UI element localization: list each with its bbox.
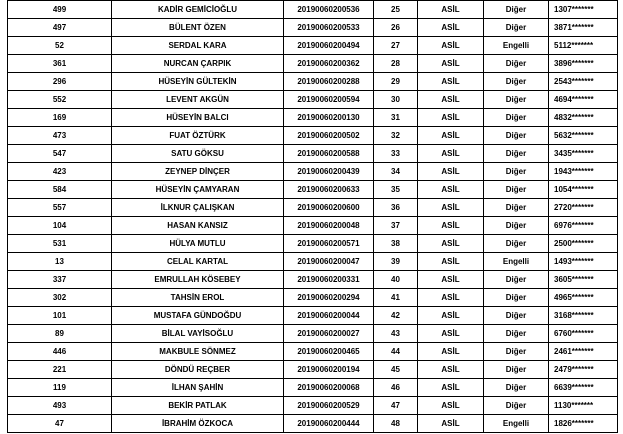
table-row (8, 145, 618, 163)
table-row (8, 91, 618, 109)
id-number-cell: 3605******* (549, 271, 618, 289)
table-row (8, 361, 618, 379)
order-number-cell: 119 (8, 379, 112, 397)
table-row (8, 127, 618, 145)
quota-type-cell: Diğer (484, 55, 549, 73)
id-number-cell: 1130******* (549, 397, 618, 415)
name-cell: BEKİR PATLAK (112, 397, 284, 415)
name-cell: İLHAN ŞAHİN (112, 379, 284, 397)
table-row (8, 325, 618, 343)
name-cell: MAKBULE SÖNMEZ (112, 343, 284, 361)
rank-cell: 33 (374, 145, 418, 163)
status-cell: ASİL (418, 19, 484, 37)
table-row (8, 235, 618, 253)
quota-type-cell: Diğer (484, 271, 549, 289)
order-number-cell: 104 (8, 217, 112, 235)
name-cell: HÜSEYİN ÇAMYARAN (112, 181, 284, 199)
name-cell: FUAT ÖZTÜRK (112, 127, 284, 145)
rank-cell: 38 (374, 235, 418, 253)
rank-cell: 35 (374, 181, 418, 199)
rank-cell: 45 (374, 361, 418, 379)
order-number-cell: 493 (8, 397, 112, 415)
application-number-cell: 20190060200362 (284, 55, 374, 73)
quota-type-cell: Diğer (484, 379, 549, 397)
status-cell: ASİL (418, 271, 484, 289)
table-row (8, 253, 618, 271)
order-number-cell: 473 (8, 127, 112, 145)
order-number-cell: 423 (8, 163, 112, 181)
application-number-cell: 20190060200502 (284, 127, 374, 145)
rank-cell: 43 (374, 325, 418, 343)
quota-type-cell: Diğer (484, 1, 549, 19)
quota-type-cell: Diğer (484, 163, 549, 181)
order-number-cell: 13 (8, 253, 112, 271)
id-number-cell: 1943******* (549, 163, 618, 181)
application-number-cell: 20190060200444 (284, 415, 374, 433)
rank-cell: 47 (374, 397, 418, 415)
order-number-cell: 446 (8, 343, 112, 361)
application-number-cell: 20190060200633 (284, 181, 374, 199)
id-number-cell: 6976******* (549, 217, 618, 235)
rank-cell: 30 (374, 91, 418, 109)
name-cell: SATU GÖKSU (112, 145, 284, 163)
status-cell: ASİL (418, 289, 484, 307)
id-number-cell: 5632******* (549, 127, 618, 145)
order-number-cell: 221 (8, 361, 112, 379)
table-row (8, 307, 618, 325)
rank-cell: 42 (374, 307, 418, 325)
table-row (8, 415, 618, 433)
application-number-cell: 20190060200048 (284, 217, 374, 235)
id-number-cell: 4965******* (549, 289, 618, 307)
order-number-cell: 552 (8, 91, 112, 109)
quota-type-cell: Diğer (484, 325, 549, 343)
id-number-cell: 1307******* (549, 1, 618, 19)
order-number-cell: 584 (8, 181, 112, 199)
quota-type-cell: Diğer (484, 73, 549, 91)
quota-type-cell: Diğer (484, 343, 549, 361)
name-cell: DÖNDÜ REÇBER (112, 361, 284, 379)
name-cell: EMRULLAH KÖSEBEY (112, 271, 284, 289)
name-cell: KADİR GEMİCİOĞLU (112, 1, 284, 19)
id-number-cell: 6639******* (549, 379, 618, 397)
id-number-cell: 4832******* (549, 109, 618, 127)
application-number-cell: 20190060200533 (284, 19, 374, 37)
id-number-cell: 3435******* (549, 145, 618, 163)
rank-cell: 41 (374, 289, 418, 307)
id-number-cell: 4694******* (549, 91, 618, 109)
application-number-cell: 20190060200044 (284, 307, 374, 325)
name-cell: HÜSEYİN GÜLTEKİN (112, 73, 284, 91)
table-row (8, 109, 618, 127)
table-row (8, 289, 618, 307)
order-number-cell: 302 (8, 289, 112, 307)
application-number-cell: 20190060200529 (284, 397, 374, 415)
quota-type-cell: Engelli (484, 253, 549, 271)
name-cell: CELAL KARTAL (112, 253, 284, 271)
table-row (8, 181, 618, 199)
name-cell: BİLAL VAYİSOĞLU (112, 325, 284, 343)
order-number-cell: 169 (8, 109, 112, 127)
rank-cell: 44 (374, 343, 418, 361)
rank-cell: 32 (374, 127, 418, 145)
table-row (8, 55, 618, 73)
quota-type-cell: Diğer (484, 127, 549, 145)
status-cell: ASİL (418, 181, 484, 199)
quota-type-cell: Engelli (484, 415, 549, 433)
quota-type-cell: Diğer (484, 91, 549, 109)
order-number-cell: 101 (8, 307, 112, 325)
name-cell: HÜSEYİN BALCI (112, 109, 284, 127)
application-number-cell: 20190060200588 (284, 145, 374, 163)
quota-type-cell: Diğer (484, 289, 549, 307)
rank-cell: 48 (374, 415, 418, 433)
quota-type-cell: Engelli (484, 37, 549, 55)
name-cell: İLKNUR ÇALIŞKAN (112, 199, 284, 217)
results-table (7, 0, 618, 433)
status-cell: ASİL (418, 91, 484, 109)
order-number-cell: 89 (8, 325, 112, 343)
application-number-cell: 20190060200494 (284, 37, 374, 55)
name-cell: HASAN KANSIZ (112, 217, 284, 235)
rank-cell: 36 (374, 199, 418, 217)
application-number-cell: 20190060200294 (284, 289, 374, 307)
application-number-cell: 20190060200571 (284, 235, 374, 253)
table-row (8, 217, 618, 235)
quota-type-cell: Diğer (484, 307, 549, 325)
id-number-cell: 1826******* (549, 415, 618, 433)
rank-cell: 46 (374, 379, 418, 397)
application-number-cell: 20190060200068 (284, 379, 374, 397)
order-number-cell: 337 (8, 271, 112, 289)
quota-type-cell: Diğer (484, 181, 549, 199)
status-cell: ASİL (418, 127, 484, 145)
application-number-cell: 20190060200288 (284, 73, 374, 91)
table-row (8, 397, 618, 415)
id-number-cell: 2500******* (549, 235, 618, 253)
status-cell: ASİL (418, 397, 484, 415)
order-number-cell: 296 (8, 73, 112, 91)
quota-type-cell: Diğer (484, 145, 549, 163)
status-cell: ASİL (418, 163, 484, 181)
table-row (8, 271, 618, 289)
order-number-cell: 497 (8, 19, 112, 37)
name-cell: LEVENT AKGÜN (112, 91, 284, 109)
status-cell: ASİL (418, 343, 484, 361)
quota-type-cell: Diğer (484, 397, 549, 415)
table-row (8, 73, 618, 91)
rank-cell: 25 (374, 1, 418, 19)
table-row (8, 379, 618, 397)
status-cell: ASİL (418, 325, 484, 343)
table-row (8, 19, 618, 37)
status-cell: ASİL (418, 235, 484, 253)
id-number-cell: 1054******* (549, 181, 618, 199)
application-number-cell: 20190060200536 (284, 1, 374, 19)
id-number-cell: 1493******* (549, 253, 618, 271)
quota-type-cell: Diğer (484, 199, 549, 217)
application-number-cell: 20190060200465 (284, 343, 374, 361)
id-number-cell: 2543******* (549, 73, 618, 91)
id-number-cell: 2461******* (549, 343, 618, 361)
status-cell: ASİL (418, 307, 484, 325)
rank-cell: 28 (374, 55, 418, 73)
order-number-cell: 361 (8, 55, 112, 73)
id-number-cell: 3896******* (549, 55, 618, 73)
status-cell: ASİL (418, 379, 484, 397)
table-row (8, 1, 618, 19)
rank-cell: 29 (374, 73, 418, 91)
quota-type-cell: Diğer (484, 235, 549, 253)
status-cell: ASİL (418, 73, 484, 91)
application-number-cell: 20190060200439 (284, 163, 374, 181)
table-row (8, 37, 618, 55)
table-row (8, 163, 618, 181)
quota-type-cell: Diğer (484, 19, 549, 37)
id-number-cell: 3871******* (549, 19, 618, 37)
order-number-cell: 499 (8, 1, 112, 19)
rank-cell: 37 (374, 217, 418, 235)
table-row (8, 343, 618, 361)
status-cell: ASİL (418, 55, 484, 73)
rank-cell: 34 (374, 163, 418, 181)
id-number-cell: 2479******* (549, 361, 618, 379)
status-cell: ASİL (418, 145, 484, 163)
name-cell: MUSTAFA GÜNDOĞDU (112, 307, 284, 325)
table-body (8, 1, 618, 433)
status-cell: ASİL (418, 415, 484, 433)
status-cell: ASİL (418, 199, 484, 217)
quota-type-cell: Diğer (484, 361, 549, 379)
quota-type-cell: Diğer (484, 217, 549, 235)
quota-type-cell: Diğer (484, 109, 549, 127)
name-cell: HÜLYA MUTLU (112, 235, 284, 253)
id-number-cell: 5112******* (549, 37, 618, 55)
name-cell: BÜLENT ÖZEN (112, 19, 284, 37)
name-cell: NURCAN ÇARPIK (112, 55, 284, 73)
status-cell: ASİL (418, 109, 484, 127)
order-number-cell: 557 (8, 199, 112, 217)
application-number-cell: 20190060200331 (284, 271, 374, 289)
status-cell: ASİL (418, 217, 484, 235)
application-number-cell: 20190060200600 (284, 199, 374, 217)
status-cell: ASİL (418, 37, 484, 55)
rank-cell: 31 (374, 109, 418, 127)
id-number-cell: 2720******* (549, 199, 618, 217)
id-number-cell: 6760******* (549, 325, 618, 343)
order-number-cell: 531 (8, 235, 112, 253)
name-cell: TAHSİN EROL (112, 289, 284, 307)
name-cell: SERDAL KARA (112, 37, 284, 55)
rank-cell: 27 (374, 37, 418, 55)
application-number-cell: 20190060200594 (284, 91, 374, 109)
application-number-cell: 20190060200027 (284, 325, 374, 343)
rank-cell: 39 (374, 253, 418, 271)
status-cell: ASİL (418, 1, 484, 19)
rank-cell: 26 (374, 19, 418, 37)
name-cell: ZEYNEP DİNÇER (112, 163, 284, 181)
status-cell: ASİL (418, 361, 484, 379)
status-cell: ASİL (418, 253, 484, 271)
table-row (8, 199, 618, 217)
application-number-cell: 20190060200194 (284, 361, 374, 379)
id-number-cell: 3168******* (549, 307, 618, 325)
application-number-cell: 20190060200047 (284, 253, 374, 271)
order-number-cell: 52 (8, 37, 112, 55)
order-number-cell: 547 (8, 145, 112, 163)
application-number-cell: 20190060200130 (284, 109, 374, 127)
rank-cell: 40 (374, 271, 418, 289)
order-number-cell: 47 (8, 415, 112, 433)
name-cell: İBRAHİM ÖZKOCA (112, 415, 284, 433)
